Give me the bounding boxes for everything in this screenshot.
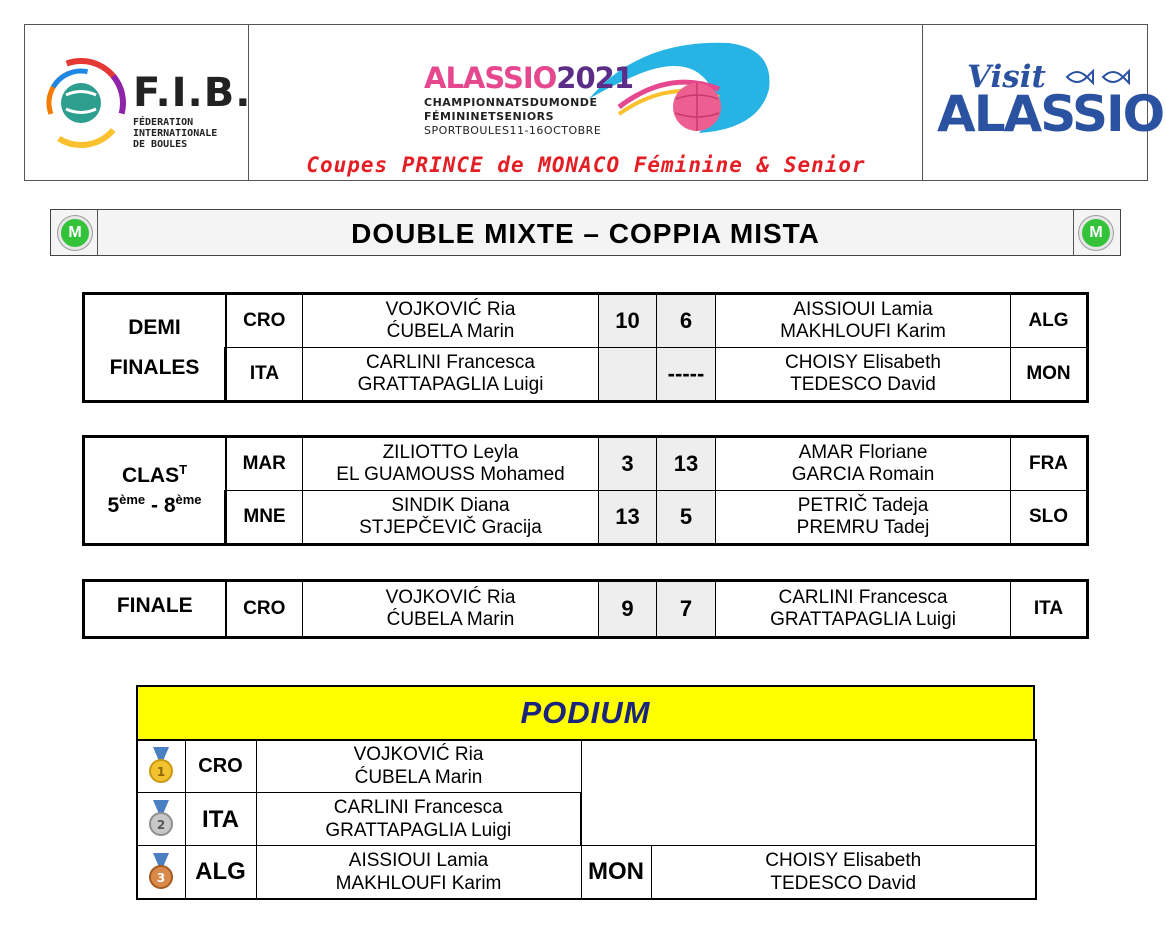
nation-cell: ITA: [185, 793, 256, 846]
team-b-players: [716, 348, 1011, 402]
player-name: GRATTAPAGLIA Luigi: [325, 820, 512, 841]
event-line-1: CHAMPIONNATSDUMONDE: [424, 96, 598, 109]
fib-full-name: FÉDERATION INTERNATIONALE DE BOULES: [133, 117, 218, 150]
score-cell: 6: [657, 294, 716, 348]
visit-alassio-cell: [923, 25, 1164, 180]
podium-title: PODIUM: [520, 695, 651, 730]
empty-podium-cell: [581, 740, 1036, 846]
player-name: AISSIOUI Lamia: [348, 849, 489, 871]
podium-row-first: [137, 740, 1036, 793]
event-brand: [424, 63, 633, 93]
event-title: DOUBLE MIXTE – COPPIA MISTA: [351, 218, 820, 249]
player-name: ĆUBELA Marin: [386, 321, 515, 342]
score-cell: 3: [599, 437, 657, 491]
team-b-players: [716, 581, 1011, 638]
event-line-3: SPORTBOULES11-16OCTOBRE: [424, 124, 602, 137]
stage-label: FINALE: [84, 581, 226, 638]
rank-separator: -: [145, 493, 164, 517]
m-badge-left: M: [58, 216, 92, 250]
fib-logo-cell: [25, 25, 252, 180]
stage-line-2: [85, 491, 224, 521]
player-name: GARCIA Romain: [791, 464, 935, 485]
nation-cell: ALG: [185, 846, 256, 899]
event-brand-name: ALASSIO: [424, 61, 557, 95]
podium-players: [256, 846, 581, 899]
player-name: EL GUAMOUSS Mohamed: [336, 464, 565, 485]
final-table: [82, 579, 1089, 639]
silver-medal-icon: [147, 800, 175, 838]
nation-cell: ITA: [226, 348, 303, 402]
podium-players: [651, 846, 1036, 899]
player-name: CHOISY Elisabeth: [765, 849, 922, 871]
fib-acronym: F.I.B.: [133, 70, 252, 116]
event-description: [424, 96, 664, 138]
fib-logo-icon: [33, 43, 133, 163]
team-b-players: [716, 437, 1011, 491]
nation-cell: MON: [581, 846, 651, 899]
player-name: STJEPČEVIČ Gracija: [359, 517, 542, 538]
classification-table: [82, 435, 1089, 546]
medal-number: 1: [157, 765, 166, 779]
stage-label: [84, 437, 226, 545]
player-name: CARLINI Francesca: [333, 797, 503, 818]
nation-cell: CRO: [185, 740, 256, 793]
player-name: TEDESCO David: [770, 872, 917, 894]
score-cell: -----: [657, 348, 716, 402]
stage-text: CLAS: [121, 463, 180, 487]
team-b-players: [716, 491, 1011, 545]
table-row: [84, 491, 1088, 545]
medal-cell: [137, 793, 185, 846]
player-name: TEDESCO David: [790, 374, 936, 395]
player-name: CARLINI Francesca: [778, 587, 948, 608]
table-row: [84, 581, 1088, 638]
event-brand-year: 2021: [556, 61, 633, 95]
rank-to: 8: [163, 493, 176, 517]
nation-cell: CRO: [226, 581, 303, 638]
player-name: GRATTAPAGLIA Luigi: [357, 374, 544, 395]
stage-line-2: FINALES: [109, 355, 200, 379]
event-subtitle: Coupes PRINCE de MONACO Féminine & Senior: [306, 153, 866, 177]
score-cell: 13: [657, 437, 716, 491]
event-logo-cell: [249, 25, 923, 180]
player-name: VOJKOVIĆ Ria: [385, 587, 516, 608]
nation-cell: ITA: [1011, 581, 1088, 638]
team-a-players: [303, 581, 599, 638]
player-name: CARLINI Francesca: [366, 352, 535, 373]
medal-number: 2: [157, 818, 166, 832]
player-name: AISSIOUI Lamia: [793, 299, 933, 320]
score-cell: 7: [657, 581, 716, 638]
fib-text-block: [133, 70, 252, 150]
nation-cell: MNE: [226, 491, 303, 545]
nation-cell: SLO: [1011, 491, 1088, 545]
score-cell: 5: [657, 491, 716, 545]
nation-cell: FRA: [1011, 437, 1088, 491]
nation-cell: ALG: [1011, 294, 1088, 348]
player-name: VOJKOVIĆ Ria: [385, 299, 516, 320]
score-cell: 10: [599, 294, 657, 348]
stage-line-1: DEMI: [128, 315, 181, 339]
team-b-players: [716, 294, 1011, 348]
player-name: AMAR Floriane: [798, 442, 928, 463]
player-name: MAKHLOUFI Karim: [335, 872, 502, 894]
m-badge-right: M: [1079, 216, 1113, 250]
event-line-2: FÉMININETSENIORS: [424, 110, 555, 123]
nation-cell: MAR: [226, 437, 303, 491]
medal-number: 3: [157, 870, 166, 885]
player-name: GRATTAPAGLIA Luigi: [770, 609, 956, 630]
player-name: CHOISY Elisabeth: [785, 352, 941, 373]
rank-from: 5: [107, 493, 120, 517]
visit-word: Visit: [967, 59, 1046, 95]
medal-cell: [137, 846, 185, 899]
team-a-players: [303, 348, 599, 402]
medal-cell: [137, 740, 185, 793]
player-name: VOJKOVIĆ Ria: [353, 744, 484, 765]
title-separator-right: [1073, 210, 1074, 255]
podium-header: [136, 685, 1035, 741]
team-a-players: [303, 437, 599, 491]
gold-medal-icon: [147, 747, 175, 785]
nation-cell: CRO: [226, 294, 303, 348]
score-cell: 9: [599, 581, 657, 638]
bronze-medal-icon: [147, 853, 175, 891]
header-banner: [24, 24, 1164, 181]
semi-finals-table: [82, 292, 1089, 403]
rank-from-sup: ème: [119, 491, 146, 507]
nation-cell: MON: [1011, 348, 1088, 402]
stage-line-1: [85, 461, 224, 491]
player-name: PREMRU Tadej: [796, 517, 930, 538]
podium-players: [256, 740, 581, 793]
event-title-bar: [50, 209, 1121, 256]
score-cell: 13: [599, 491, 657, 545]
player-name: SINDIK Diana: [391, 495, 510, 516]
stage-sup: T: [179, 461, 188, 477]
player-name: MAKHLOUFI Karim: [780, 321, 946, 342]
team-a-players: [303, 491, 599, 545]
podium-players: [256, 793, 581, 846]
alassio-word: ALASSIO: [937, 85, 1164, 143]
table-row: [84, 437, 1088, 491]
table-row: [84, 294, 1088, 348]
score-cell: [599, 348, 657, 402]
player-name: PETRIČ Tadeja: [797, 495, 929, 516]
rank-to-sup: ème: [175, 491, 202, 507]
team-a-players: [303, 294, 599, 348]
podium-table: [136, 739, 1037, 900]
player-name: ĆUBELA Marin: [386, 609, 515, 630]
player-name: ZILIOTTO Leyla: [382, 442, 519, 463]
table-row: [84, 348, 1088, 402]
player-name: ĆUBELA Marin: [354, 767, 483, 788]
podium-row-third: [137, 846, 1036, 899]
stage-label: [84, 294, 226, 402]
